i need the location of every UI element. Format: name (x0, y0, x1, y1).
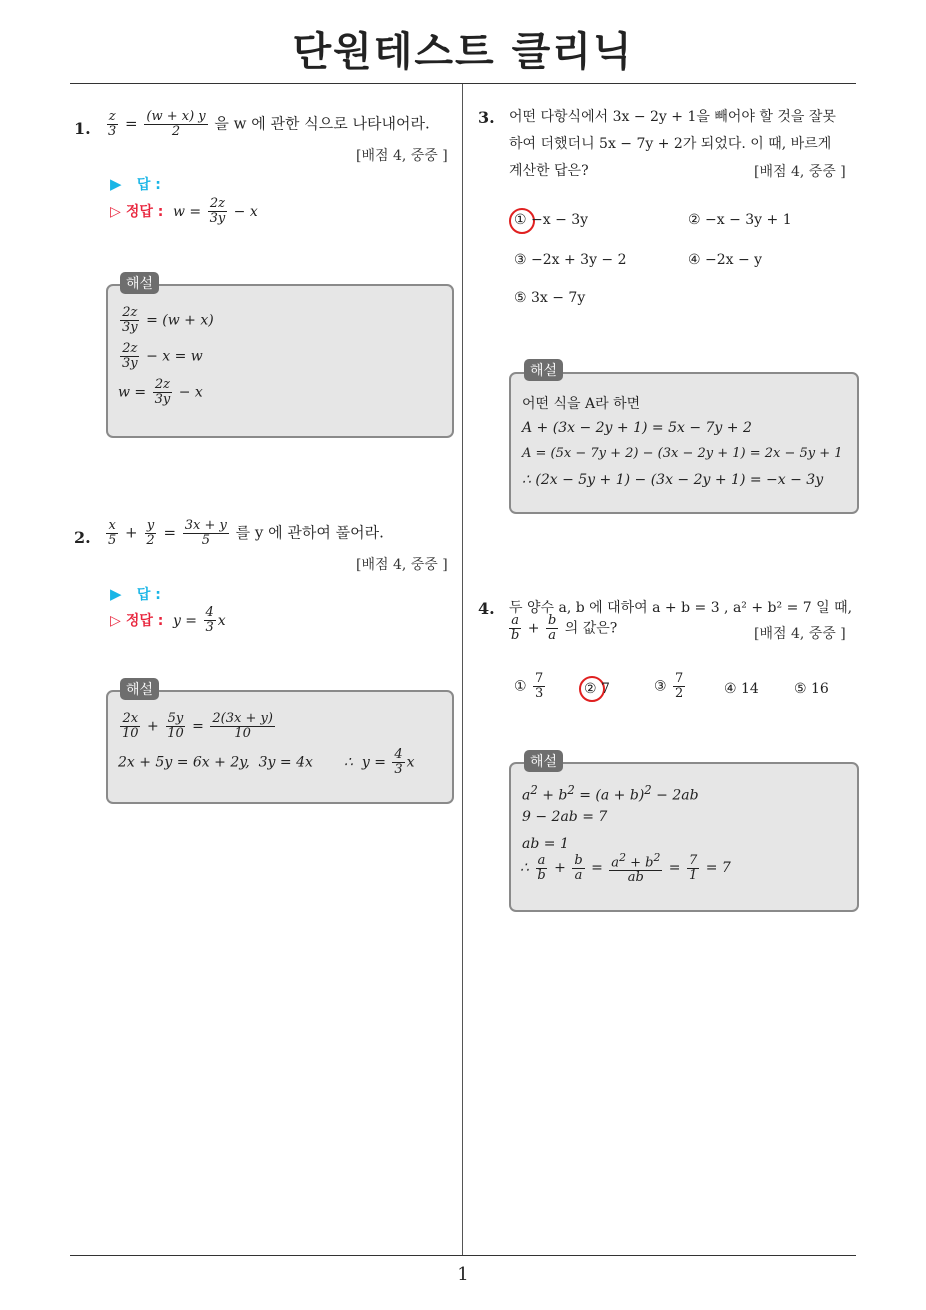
q3-sol-line-4: ∴ (2x − 5y + 1) − (3x − 2y + 1) = −x − 3y (522, 472, 824, 488)
q4-choice-4[interactable]: ④ 14 (724, 681, 759, 697)
q3-choice-5[interactable]: ⑤ 3x − 7y (514, 290, 586, 306)
q1-question: $\frac{z}{3}$ = $\frac{(w + x) y}{2}$ 을 w 에 관한 식으로 나타내어라. (108, 109, 430, 139)
q2-score: [배점 4, 중중 ] (356, 557, 448, 573)
q1-explanation-tag: 해설 (120, 272, 159, 294)
play-icon: ▶ (110, 175, 122, 193)
correct-label: 정답 : (125, 204, 164, 220)
q3-line-1: 어떤 다항식에서 3x − 2y + 1을 빼어야 할 것을 잘못 (509, 109, 836, 125)
q1-text: 을 w 에 관한 식으로 나타내어라. (214, 114, 430, 133)
q1-sol-line-3: w = $\frac{2z}{3y}$ − x (118, 377, 203, 407)
q3-explanation-tag: 해설 (524, 359, 563, 381)
q4-score: [배점 4, 중중 ] (754, 626, 846, 642)
q1-sol-line-2: $\frac{2z}{3y}$ − x = w (122, 341, 203, 371)
q2-question: $\frac{x}{5}$ + $\frac{y}{2}$ = $\frac{3x + y}{5}$ 를 y 에 관하여 풀어라. (108, 518, 384, 548)
q1-sol-line-1: $\frac{2z}{3y}$ = (w + x) (122, 305, 214, 335)
q4-choice-5[interactable]: ⑤ 16 (794, 681, 829, 697)
q3-line-2: 하여 더했더니 5x − 7y + 2가 되었다. 이 때, 바르게 (509, 136, 832, 152)
q3-sol-line-1: 어떤 식을 A라 하면 (522, 396, 641, 412)
q2-sol-line-2: 2x + 5y = 6x + 2y, 3y = 4x ∴ y = $\frac{4}{3}$ x (118, 747, 415, 777)
q4-text: 의 값은? (564, 620, 618, 637)
q4-choice-1[interactable]: ① $\frac{7}{3}$ (514, 671, 544, 701)
q4-sol-line-2: 9 − 2ab = 7 (522, 809, 608, 825)
q1-correct-row: ▷ 정답 : w = $\frac{2z}{3y}$ − x (110, 196, 258, 226)
q1-answer-row (110, 174, 161, 194)
q4-choice-2[interactable]: ② 7 (584, 681, 610, 697)
q3-choice-1[interactable]: ① −x − 3y (514, 212, 589, 228)
q3-choice-3[interactable]: ③ −2x + 3y − 2 (514, 252, 627, 268)
q1-number: 1. (74, 119, 91, 138)
q4-number: 4. (478, 599, 495, 618)
q3-sol-line-2: A + (3x − 2y + 1) = 5x − 7y + 2 (522, 420, 752, 436)
q3-sol-line-3: A = (5x − 7y + 2) − (3x − 2y + 1) = 2x − 5y + 1 (522, 446, 843, 461)
triangle-outline-icon: ▷ (110, 204, 121, 220)
triangle-outline-icon: ▷ (110, 613, 121, 629)
page-title: 단원테스트 클리닉 (292, 29, 634, 75)
q2-number: 2. (74, 528, 91, 547)
q4-sol-line-1: $a^2 + b^2 = (a + b)^2 - 2ab$ (522, 783, 699, 804)
q4-sol-line-3: ab = 1 (522, 836, 569, 852)
q1-score: [배점 4, 중중 ] (356, 148, 448, 164)
bottom-divider (70, 1255, 856, 1256)
q3-score: [배점 4, 중중 ] (754, 164, 846, 180)
q2-explanation-tag: 해설 (120, 678, 159, 700)
column-divider (462, 84, 463, 1256)
correct-label: 정답 : (125, 613, 164, 629)
answer-label: 답 : (136, 587, 161, 603)
page-number: 1 (457, 1264, 469, 1285)
q4-explanation-tag: 해설 (524, 750, 563, 772)
q3-choice-2[interactable]: ② −x − 3y + 1 (688, 212, 792, 228)
q2-text: 를 y 에 관하여 풀어라. (235, 523, 384, 542)
q4-choice-3[interactable]: ③ $\frac{7}{2}$ (654, 671, 684, 701)
q2-correct-row: ▷ 정답 : y = $\frac{4}{3}$ x (110, 605, 226, 635)
play-icon: ▶ (110, 585, 122, 603)
q3-number: 3. (478, 108, 495, 127)
q4-line-1: 두 양수 a, b 에 대하여 a + b = 3 , a² + b² = 7 일 때, (509, 600, 853, 616)
q4-sol-line-4: ∴ $\frac{a}{b}$ + $\frac{b}{a}$ = $\frac{a^2 + b^2}{ab}$ = $\frac{7}{1}$ = 7 (520, 851, 731, 886)
q3-choice-4[interactable]: ④ −2x − y (688, 252, 763, 268)
q2-sol-line-1: $\frac{2x}{10}$ + $\frac{5y}{10}$ = $\frac{2(3x + y)}{10}$ (122, 711, 273, 741)
q4-line-2: $\frac{a}{b}$ + $\frac{b}{a}$ 의 값은? (511, 613, 618, 643)
q3-line-3: 계산한 답은? (509, 163, 589, 179)
top-divider (70, 83, 856, 84)
q2-answer-row (110, 584, 161, 604)
answer-label: 답 : (136, 177, 161, 193)
